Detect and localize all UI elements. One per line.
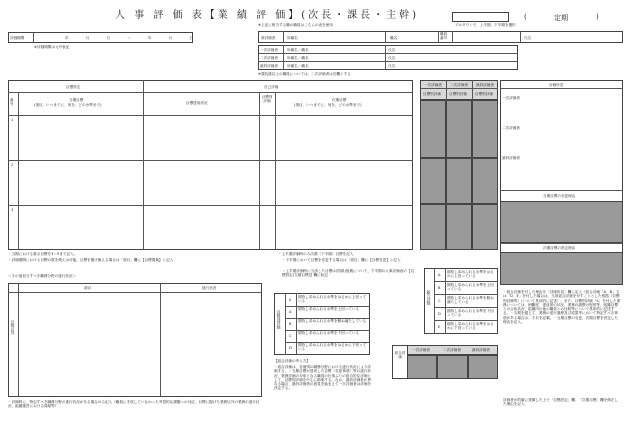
eval-cell-1-3[interactable] [472,100,498,158]
self-score-header: 目標別評価 [261,95,273,104]
next-header: 次期目標 [332,98,347,102]
eval-col-score-1: 目標別評価 [423,92,441,96]
other-work-title: ＜その他担当すべき職務分野の遂行状況＞ [8,274,77,278]
evaluator-role-1: 一次評価者 [260,48,278,52]
evaluators-note: ※課長級以上の職員については、二次評価者は空欄とする [258,72,351,76]
eval-col-second: 二次評価者 [450,83,468,87]
eval-cell-3-2[interactable] [446,204,472,250]
note-right-1: ・上半期評価時のみ次期（下半期）目標を記入 [278,252,354,256]
note-right-2: ・下半期において目標を変更する場合は「項目」欄に【目標変更】と記入 [282,258,401,262]
overall-grade-e: E [438,325,441,329]
eval-cell-2-2[interactable] [446,158,472,204]
goal-sub: (項目、いつまでに、何を、どの水準まで) [34,103,102,107]
evaluator-affiliation-1[interactable]: 所属名・職名 [287,48,309,52]
comments-first: 一次評価者 [502,96,520,100]
criteria-text-b: 期待し求められる水準を概ね満たしている [298,319,367,323]
overall-text-c: 期待し求められる水準を概ね満たしている [447,296,494,305]
comments-next-header: 次期目標の設定理由 [543,246,576,250]
overall-grade-d: D [438,312,441,316]
evaluator-affiliation-2[interactable]: 所属名・職名 [287,56,309,60]
overall-grade-a: A [438,273,441,277]
overall-eval-cell-3[interactable] [468,355,498,379]
criteria-grade-s: S [289,298,292,302]
term-label: 定期 [554,14,568,22]
self-eval-header: 自己評価 [264,85,279,89]
overall-text-a: 期待し求められる水準をはるかに上回っている [447,270,494,279]
position-label: 職名 [390,36,398,40]
overall-eval-cell-1[interactable] [407,355,437,379]
term-select-hint: プルダウンで、上半期、下半期を選択 [455,23,516,27]
eval-cell-3-3[interactable] [472,204,498,250]
eval-col-first: 一次評価者 [424,83,442,87]
next-reason-field[interactable] [500,252,623,285]
overall-eval-label: 総合評価 [394,351,406,360]
overall-criteria-label: 総合評価 [427,290,432,306]
eval-col-final: 最終評価者 [476,83,494,87]
eval-col-score-2: 目標別評価 [449,92,467,96]
criteria-text-c: 期待し求められる水準を下回っている [298,331,360,335]
term-paren-close: ) [596,13,599,21]
employee-no-label: 職員番号 [440,32,448,41]
goal-header: 当期目標 [69,98,84,102]
next-sub: (項目、いつまでに、何を、どの水準まで) [294,103,362,107]
evaluator-role-3: 最終評価者 [260,64,278,68]
overall-grade-c: C [438,299,441,303]
criteria-label: 目標別評価 [277,310,282,329]
evaluator-name-1[interactable]: 氏名 [388,48,396,52]
overall-text-d: 期待し求められる水準を下回っている [447,309,494,318]
eval-cell-1-1[interactable] [420,100,446,158]
row-no-1: 1 [11,118,14,122]
target-note: ※上記に相当する職の職員はこちらの表を使用 [258,23,333,27]
plan-header: 目標達成状況 [186,101,208,105]
eval-cell-2-3[interactable] [472,158,498,204]
evaluator-name-2[interactable]: 氏名 [388,56,396,60]
overall-text-b: 期待し求められる水準を上回っている [447,283,494,292]
note-left-2: ・評価期間における目標の数を増えは可能。目標を掲げ換える場合は「項目」欄に【目標置換】と記入 [8,258,174,262]
other-item-header: 項目 [84,286,92,290]
overall-eval-second: 二次評価者 [443,348,461,352]
eval-cell-1-2[interactable] [446,100,472,158]
comments-header: 評価所見 [549,83,564,87]
overall-grade-b: B [438,286,441,290]
period-label: 評価期間 [10,36,25,40]
eval-cell-3-1[interactable] [420,204,446,250]
name-label: 氏名 [524,36,532,40]
eval-cell-2-1[interactable] [420,158,446,204]
overall-eval-cell-2[interactable] [437,355,468,379]
term-paren-open: ( [524,13,527,21]
comments-change-header: 当期目標の変更理由 [543,194,576,198]
comments-final: 最終評価者 [502,156,520,160]
right-notes-text: ・総合評価を付した理由を「評価所見」欄に記入（総合評価「A、B」又は「D、E」を付した場合は、当該総合評価を付すこととした根拠（目標別評価等）について具体的に記述）。また、目標別評価「S」を付した業務については、困難度、達成度の状況、業務の調整の程度等、組織目標との合致状況、組織内の他の職員との比較等について具体的に記述する。・当期を通じて、業務の遂行過程及び結果等において特記すべき事項がある場合は、それを記載。・当期目標の変更、次期目標を設定した理由を記入。 [503,290,621,325]
criteria-grade-d: D [289,346,292,350]
criteria-grade-a: A [289,310,292,314]
criteria-text-a: 期待し求められる水準を上回っている [298,307,360,311]
right-notes-text-2: 評価者が的確に発揮した上で「目標設定」欄、「次期目標」欄を修正した理由を記入 [503,398,618,407]
criteria-text-s: 期待し求められる水準をはるかに上回っている [298,295,367,304]
term-select[interactable] [452,12,509,22]
criteria-grade-b: B [289,322,292,326]
criteria-grade-c: C [289,334,292,338]
evaluator-name-3[interactable]: 氏名 [388,64,396,68]
criteria-text-d: 期待し求められる水準をはるかに下回っている [298,343,367,352]
page-title: 人 事 評 価 表【業 績 評 価】(次長・課長・主幹) [115,10,420,21]
other-row-label: 目標以外 [11,320,16,336]
comments-second: 二次評価者 [502,126,520,130]
no-header: 番号 [10,98,14,107]
change-reason-field[interactable] [500,201,623,243]
note-left-1: ・当期における重点目標を3～5まで記入。 [8,252,78,256]
overall-notes-title: 【総合評価の考え方】 [274,359,310,363]
overall-eval-final: 最終評価者 [472,348,490,352]
row-no-3: 3 [11,208,14,212]
period-value[interactable]: 年 月 日 ～ 年 月 日 [65,36,202,40]
other-status-header: 遂行状況 [202,286,217,290]
period-note: ※評価期間は元号表記 [34,45,70,49]
evaluatee-label: 被評価者 [261,36,276,40]
overall-eval-first: 一次評価者 [412,348,430,352]
row-no-2: 2 [11,163,14,167]
note-right-3: ・上半期評価時に当該した目標は(別紙)後期について、下半期の人事評価表の【目標設定(当期目標)】欄に転記 [282,269,415,278]
evaluator-affiliation-3[interactable]: 所属名・職名 [287,64,309,68]
overall-text-e: 期待し求められる水準をはるかに下回っている [447,322,494,331]
affiliation-label: 所属名 [287,36,298,40]
other-note-1: ・評価時に、特記すべき職務分野の遂行状況がある場合のみ記入（職員に手放していなかった突発的な課題への対応、目標に掲げた業務以外の業務の遂行状況、組織運営における貢献等） [8,400,260,409]
other-work-table [8,283,262,397]
overall-notes-body: ・総合評価は、各個別の職務分野における遂行状況により評価する。・当期目標が達成した目標（変更事項）等の遂行状況、業務評価の対象となる職員の仕事ぶりの総合的な評価として、目標別評価を中心に勘案する。なお、最終評価者が異なる場合、最終評価者の意見を踏まえて一次評価者は評価を決定する。 [274,365,372,391]
eval-col-score-3: 目標別評価 [475,92,493,96]
goal-setting-header: 目標設定 [66,85,81,89]
evaluator-role-2: 二次評価者 [260,56,278,60]
